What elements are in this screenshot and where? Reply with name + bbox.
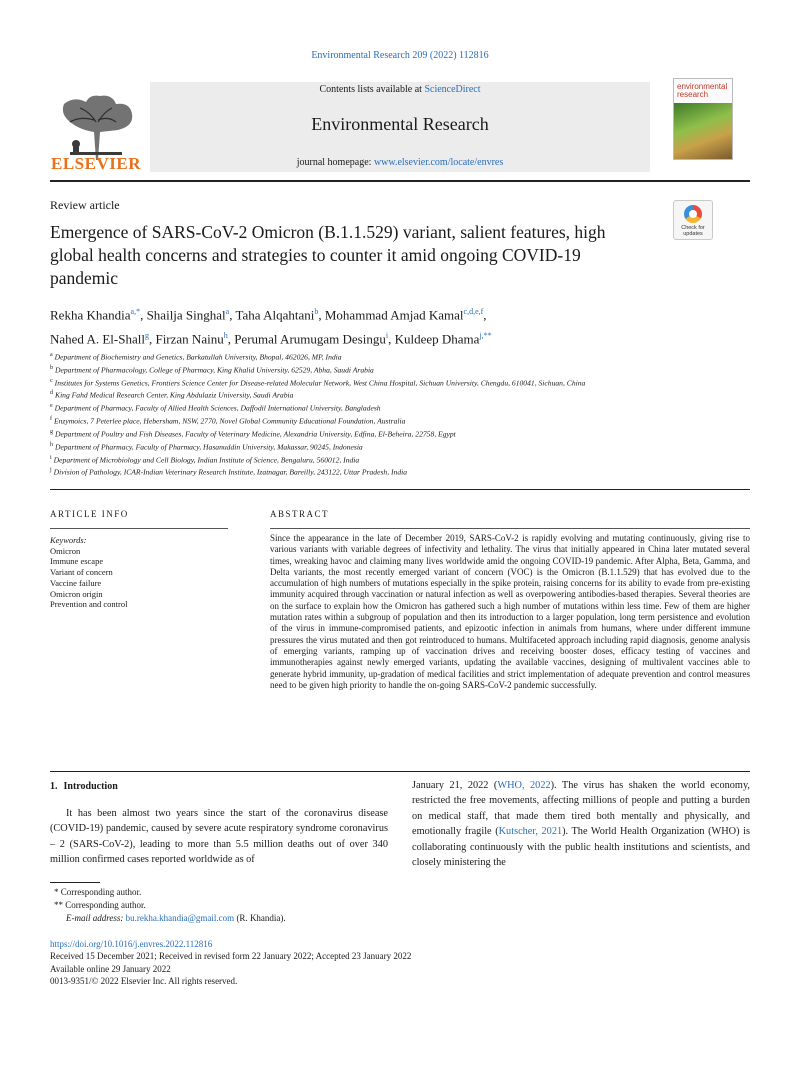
affiliation-item [50,376,670,389]
keywords-label: Keywords: [50,535,87,545]
author-affiliation-marker[interactable]: i [385,331,389,341]
keyword-item: Omicron origin [50,588,103,599]
affiliation-item [50,465,670,478]
corresponding-author-note-2: ** Corresponding author. [54,899,146,910]
footnotes [50,886,380,924]
affiliation-item [50,414,670,427]
corresponding-author-note-1: * Corresponding author. [54,887,142,897]
affiliation-marker: a [50,352,53,358]
author-affiliation-marker[interactable]: j,** [479,331,492,341]
affiliation-text: Department of Microbiology and Cell Biology, Indian Institute of Science, Bengaluru, 560012, India [53,455,360,465]
affiliation-text: Institutes for Systems Genetics, Frontiers Science Center for Disease-related Molecular Network, West China Hospital, Sichuan University, Chengdu, 610041, Sichuan, China [54,378,586,388]
article-title: Emergence of SARS-CoV-2 Omicron (B.1.1.529) variant, salient features, high global health concerns and strategies to counter it amid ongoing COVID-19 pandemic [50,222,606,288]
section-divider [50,489,750,490]
affiliation-text: Department of Pharmacy, Faculty of Allied Health Sciences, Daffodil International University, Bangladesh [54,403,381,413]
section-title: Introduction [63,781,118,792]
article-info-rule [50,528,228,529]
affiliation-text: Enzymoics, 7 Peterlee place, Hebersham, NSW, 2770, Novel Global Community Educational Foundation, Australia [54,416,406,426]
author-affiliation-marker[interactable]: a [225,307,230,316]
affiliation-marker: c [50,377,53,384]
received-dates: Received 15 December 2021; Received in revised form 22 January 2022; Accepted 23 January 2022 [50,951,412,962]
keyword-list [50,546,250,610]
check-updates-label: Check for updates [681,225,705,237]
doi-link[interactable]: https://doi.org/10.1016/j.envres.2022.112816 [50,939,213,949]
email-suffix: (R. Khandia). [236,912,286,923]
article-info-heading: ARTICLE INFO [50,509,129,519]
author-affiliation-marker[interactable]: c,d,e,f [463,307,484,316]
journal-cover-thumbnail [673,78,733,160]
cover-title-line-1: environmental [677,82,728,91]
affiliation-item [50,363,670,376]
affiliation-item [50,350,670,363]
author-affiliation-marker[interactable]: g [144,331,149,341]
keyword-item: Vaccine failure [50,577,102,588]
author-list: Rekha Khandia$^{a,*}$, Shailja Singhal$^a$, Taha Alqahtani$^b$, Mohammad Amjad Kamal$^{c,d,e,f}$, Nahed A. El-Shall$^g$, Firzan Nainu$^h$, Perumal Arumugam Desingu$^i$, Kuldeep Dhama$^{j,**}$ [50,307,492,347]
affiliation-marker: g [50,428,53,435]
author-email-link[interactable]: bu.rekha.khandia@gmail.com [125,912,235,923]
affiliation-item [50,440,670,453]
cover-title [677,83,729,99]
check-for-updates-badge[interactable] [673,200,713,240]
homepage-line [150,157,650,168]
affiliation-text: Department of Pharmacology, College of Pharmacy, King Khalid University, 62529, Abha, Saudi Arabia [55,365,374,375]
affiliation-text: Department of Poultry and Fish Diseases, Faculty of Veterinary Medicine, Alexandria University, Edfina, El-Beheira, 22758, Egypt [55,429,456,439]
affiliation-text: Department of Biochemistry and Genetics, Barkatullah University, Bhopal, 462026, MP, India [54,352,342,362]
author-name[interactable]: Mohammad Amjad Kamal [324,307,464,323]
affiliation-marker: j [50,467,52,474]
affiliation-marker: d [50,390,53,397]
author-name[interactable]: Rekha Khandia [50,307,131,323]
affiliation-item [50,388,670,401]
journal-homepage-link[interactable]: www.elsevier.com/locate/envres [373,157,504,168]
affiliation-list [50,350,670,478]
affiliation-item [50,427,670,440]
affiliation-marker: b [50,364,53,371]
affiliation-text: Division of Pathology, ICAR-Indian Veterinary Research Institute, Izatnagar, Bareilly, 243122, Uttar Pradesh, India [53,467,408,477]
header-divider [50,180,750,182]
contents-prefix: Contents lists available at [319,84,425,95]
sciencedirect-link[interactable]: ScienceDirect [424,84,481,95]
author-name[interactable]: Shailja Singhal [146,307,226,323]
homepage-prefix: journal homepage: [296,157,374,168]
affiliation-marker: i [50,454,52,461]
keyword-item: Immune escape [50,556,104,567]
keyword-item: Omicron [50,545,81,556]
publication-meta [50,938,550,988]
keyword-item: Variant of concern [50,567,113,578]
abstract-rule [270,528,750,529]
author-affiliation-marker[interactable]: h [223,331,228,341]
affiliation-marker: h [50,441,53,448]
author-name[interactable]: Kuldeep Dhama [394,331,480,347]
abstract-divider [50,771,750,772]
affiliation-text: Department of Pharmacy, Faculty of Pharmacy, Hasanuddin University, Makassar, 90245, Indonesia [55,442,363,452]
keyword-item: Prevention and control [50,599,128,610]
author-affiliation-marker[interactable]: b [314,307,319,316]
copyright-line: 0013-9351/© 2022 Elsevier Inc. All rights reserved. [50,976,238,987]
journal-reference-link[interactable]: Environmental Research 209 (2022) 112816 [311,50,489,61]
introduction-left-column: It has been almost two years since the start of the coronavirus disease (COVID-19) pandemic, caused by severe acute respiratory syndrome coronavirus – 2 (SARS-CoV-2), leading to more than 5.5 million deaths out of over 340 million confirmed cases reported worldwide as of [50,808,388,866]
author-name[interactable]: Perumal Arumugam Desingu [234,331,386,347]
affiliation-marker: f [50,416,52,423]
article-type: Review article [50,198,120,212]
citation-link-kutscher[interactable]: Kutscher, 2021 [498,826,563,838]
journal-title: Environmental Research [311,114,489,134]
email-note [50,912,380,925]
author-name[interactable]: Nahed A. El-Shall [50,331,145,347]
affiliation-item [50,453,670,466]
abstract-text: Since the appearance in the late of December 2019, SARS-CoV-2 is rapidly evolving and mutating continuously, giving rise to various variants with variable degrees of infectivity and lethality. The virus that initially appeared in China later mutated several times, wreaking havoc and claiming many lives worldwide amid the ongoing COVID-19 pandemic. After Alpha, Beta, Gamma, and Delta variants, the most recently emerged variant of concern (VOC) is the Omicron (B.1.1.529) that has evolved due to the accumulation of high numbers of mutations especially in the spike protein, raising concerns for its ability to evade from pre-existing immunity acquired through vaccination or natural infection as well as overpowering antibodies-based therapies. Several theories are on the surface to explain how the Omicron has gathered such a high number of mutations within less time. Few of them are higher mutation rates within a subgroup of population and then its introduction to a larger population, long term persistence and evolution of the virus in immune-compromised patients, and epizootic infection in animals from humans, where under different immune pressures the virus mutated and then got reintroduced to humans. Multifaceted approach including rapid diagnosis, genome analysis of emerging variants, ramping up of vaccination drives and receiving booster doses, efficacy testing of vaccines and immunotherapies against newly emerged variants, updating the available vaccines, designing of multivalent vaccines able to generate hybrid immunity, up-gradation of medical facilities and strict implementation of adequate prevention and control measures need to be given high priority to handle the on-going SARS-CoV-2 pandemic successfully. [270,533,750,690]
section-number: 1. [50,781,58,792]
cover-image [674,103,732,159]
email-label: E-mail address: [66,912,124,923]
author-name[interactable]: Firzan Nainu [155,331,224,347]
keywords-block [50,535,250,610]
check-updates-icon [684,205,702,223]
elsevier-wordmark: ELSEVIER [51,154,141,173]
cover-title-line-2: research [677,90,709,99]
author-name[interactable]: Taha Alqahtani [235,307,315,323]
affiliation-marker: e [50,403,53,410]
available-online-date: Available online 29 January 2022 [50,963,171,974]
contents-line [150,84,650,95]
citation-link-who[interactable]: WHO, 2022 [497,780,551,791]
introduction-heading [50,781,118,792]
footnote-rule [50,882,100,883]
abstract-heading: ABSTRACT [270,509,330,519]
affiliation-item [50,401,670,414]
affiliation-text: King Fahd Medical Research Center, King Abdulaziz University, Saudi Arabia [55,391,294,401]
author-affiliation-marker[interactable]: a,* [130,307,141,316]
introduction-right-column: January 21, 2022 (WHO, 2022). The virus has shaken the world economy, restricted the free movements, affecting millions of people and putting a burden on medical staff, that made them tired both mentally and physically, and emotionally fragile (Kutscher, 2021). The World Health Organization (WHO) is collaborating continuously with the public health institutions and scientists, and closely ministering the [412,780,750,869]
